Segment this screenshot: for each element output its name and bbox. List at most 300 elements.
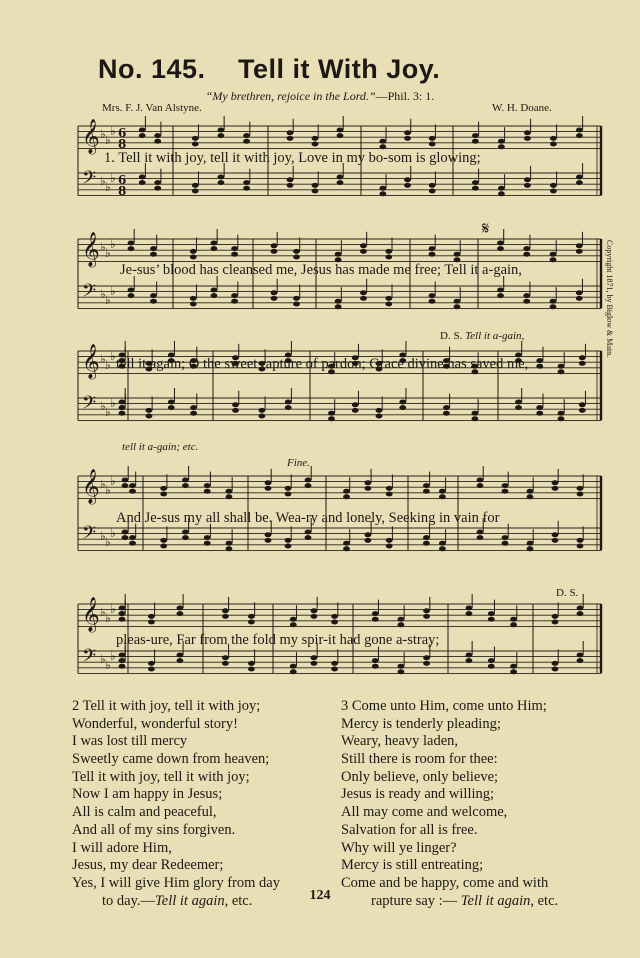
note-head	[122, 478, 129, 483]
verse-line: Yes, I will give Him glory from day	[72, 874, 280, 891]
note-head	[211, 293, 218, 298]
time-signature-icon: 8	[118, 184, 127, 198]
note-head	[243, 186, 250, 191]
note-head	[502, 489, 509, 494]
note-head	[398, 622, 405, 627]
treble-clef-icon: 𝄞	[82, 597, 100, 632]
note-head	[119, 611, 126, 616]
note-head	[222, 661, 229, 666]
note-head	[552, 538, 559, 543]
note-head	[472, 139, 479, 144]
note-head	[550, 252, 557, 257]
note-head	[128, 246, 135, 251]
note-head	[386, 492, 393, 497]
note-head	[182, 535, 189, 540]
note-head	[497, 293, 504, 298]
note-head	[524, 177, 531, 182]
flat-icon: ♭	[100, 352, 106, 366]
note-head	[265, 538, 272, 543]
flat-icon: ♭	[105, 405, 111, 419]
note-head	[372, 611, 379, 616]
bass-clef-icon: 𝄢	[82, 523, 97, 548]
flat-icon: ♭	[100, 174, 106, 188]
note-head	[536, 411, 543, 416]
note-head	[192, 189, 199, 194]
note-head	[576, 290, 583, 295]
note-head	[497, 288, 504, 293]
verse-line: Wonderful, wonderful story!	[72, 715, 238, 732]
note-head	[372, 664, 379, 669]
verse-line: Tell it with joy, tell it with joy;	[72, 768, 250, 785]
note-head	[119, 658, 126, 663]
note-head	[376, 408, 383, 413]
note-head	[404, 130, 411, 135]
note-head	[510, 664, 517, 669]
note-head	[231, 252, 238, 257]
note-head	[372, 617, 379, 622]
note-head	[119, 606, 126, 611]
note-head	[579, 355, 586, 360]
note-head	[510, 669, 517, 674]
note-head	[285, 544, 292, 549]
note-head	[364, 538, 371, 543]
note-head	[168, 405, 175, 410]
bass-clef-icon: 𝄢	[82, 393, 97, 418]
flat-icon: ♭	[110, 526, 116, 540]
copyright-notice: Copyright 1871, by Biglow & Main.	[605, 240, 614, 358]
note-head	[305, 535, 312, 540]
note-head	[443, 411, 450, 416]
note-head	[150, 246, 157, 251]
note-head	[139, 133, 146, 138]
note-head	[552, 667, 559, 672]
note-head	[364, 532, 371, 537]
note-head	[119, 400, 126, 405]
note-head	[454, 299, 461, 304]
bass-clef-icon: 𝄢	[82, 646, 97, 671]
note-head	[379, 139, 386, 144]
flat-icon: ♭	[110, 171, 116, 185]
note-head	[579, 402, 586, 407]
note-head	[128, 293, 135, 298]
note-head	[379, 191, 386, 196]
note-head	[211, 241, 218, 246]
flat-icon: ♭	[110, 602, 116, 616]
note-head	[536, 405, 543, 410]
note-head	[439, 494, 446, 499]
note-head	[129, 535, 136, 540]
note-head	[243, 133, 250, 138]
note-head	[550, 136, 557, 141]
note-head	[150, 252, 157, 257]
flat-icon: ♭	[105, 133, 111, 147]
note-head	[290, 617, 297, 622]
note-head	[204, 535, 211, 540]
flat-icon: ♭	[105, 483, 111, 497]
note-head	[454, 252, 461, 257]
ds-marker-1	[440, 330, 524, 342]
note-head	[558, 364, 565, 369]
note-head	[423, 535, 430, 540]
verse-line: I was lost till mercy	[72, 733, 188, 750]
note-head	[472, 186, 479, 191]
note-head	[232, 402, 239, 407]
note-head	[222, 614, 229, 619]
note-head	[429, 136, 436, 141]
note-head	[386, 486, 393, 491]
note-head	[335, 252, 342, 257]
note-head	[119, 411, 126, 416]
verse-last-tail: , etc.	[224, 892, 253, 909]
note-head	[364, 486, 371, 491]
note-head	[139, 180, 146, 185]
note-head	[360, 296, 367, 301]
note-head	[271, 296, 278, 301]
note-head	[379, 186, 386, 191]
note-head	[399, 400, 406, 405]
note-head	[285, 405, 292, 410]
flat-icon: ♭	[110, 649, 116, 663]
note-head	[150, 299, 157, 304]
note-head	[148, 661, 155, 666]
note-head	[192, 183, 199, 188]
note-head	[311, 608, 318, 613]
flat-icon: ♭	[105, 358, 111, 372]
note-head	[502, 535, 509, 540]
verse-last-tail: , etc.	[530, 892, 559, 909]
verse-line: And all of my sins forgiven.	[72, 821, 236, 838]
note-head	[523, 252, 530, 257]
note-head	[576, 243, 583, 248]
note-head	[129, 541, 136, 546]
note-head	[290, 622, 297, 627]
note-head	[122, 530, 129, 535]
note-head	[558, 369, 565, 374]
flat-icon: ♭	[100, 240, 106, 254]
verse-line: Only believe, only believe;	[341, 768, 499, 785]
note-head	[454, 304, 461, 309]
note-head	[154, 186, 161, 191]
flat-icon: ♭	[100, 127, 106, 141]
note-head	[335, 299, 342, 304]
note-head	[429, 183, 436, 188]
note-head	[360, 249, 367, 254]
note-head	[337, 133, 344, 138]
note-head	[527, 489, 534, 494]
note-head	[119, 405, 126, 410]
note-head	[577, 486, 584, 491]
note-head	[190, 296, 197, 301]
note-head	[398, 664, 405, 669]
verse-line: I will adore Him,	[72, 839, 172, 856]
note-head	[122, 535, 129, 540]
flat-icon: ♭	[100, 652, 106, 666]
note-head	[577, 611, 584, 616]
flat-icon: ♭	[110, 124, 116, 138]
note-head	[376, 414, 383, 419]
note-head	[364, 480, 371, 485]
verse-line: Mercy is still entreating;	[341, 857, 484, 874]
note-head	[502, 541, 509, 546]
note-head	[150, 293, 157, 298]
note-head	[192, 142, 199, 147]
note-head	[577, 653, 584, 658]
note-head	[265, 486, 272, 491]
note-head	[523, 246, 530, 251]
note-head	[372, 658, 379, 663]
note-head	[204, 483, 211, 488]
note-head	[177, 606, 184, 611]
note-head	[119, 664, 126, 669]
ds-lyric-2: tell it a-gain; etc.	[122, 441, 199, 453]
note-head	[204, 489, 211, 494]
note-head	[472, 180, 479, 185]
note-head	[285, 486, 292, 491]
note-head	[360, 290, 367, 295]
note-head	[265, 480, 272, 485]
note-head	[439, 489, 446, 494]
note-head	[536, 364, 543, 369]
flat-icon: ♭	[100, 477, 106, 491]
note-head	[550, 183, 557, 188]
note-head	[160, 486, 167, 491]
verse-line: Come and be happy, come and with	[341, 874, 549, 891]
note-head	[497, 246, 504, 251]
note-head	[472, 133, 479, 138]
note-head	[488, 611, 495, 616]
flat-icon: ♭	[100, 605, 106, 619]
note-head	[331, 667, 338, 672]
verse-line: All is calm and peaceful,	[72, 804, 217, 821]
note-head	[190, 405, 197, 410]
note-head	[515, 400, 522, 405]
note-head	[258, 408, 265, 413]
note-head	[386, 538, 393, 543]
note-head	[119, 617, 126, 622]
treble-clef-icon: 𝄞	[82, 344, 100, 379]
bass-clef-icon: 𝄢	[82, 281, 97, 306]
note-head	[139, 175, 146, 180]
note-head	[129, 489, 136, 494]
verse-line: Still there is room for thee:	[341, 751, 498, 768]
note-head	[466, 658, 473, 663]
verse-2	[72, 698, 280, 910]
note-head	[379, 144, 386, 149]
verse-last-text: rapture say :—	[371, 892, 461, 909]
note-head	[439, 546, 446, 551]
note-head	[550, 299, 557, 304]
note-head	[399, 405, 406, 410]
note-head	[577, 492, 584, 497]
epigraph-quote: “My brethren, rejoice in the Lord.”	[205, 89, 376, 103]
note-head	[248, 661, 255, 666]
note-head	[576, 180, 583, 185]
note-head	[552, 620, 559, 625]
lyric-line-3: tell it again; O the sweet rapture of pardon; Grace divine has saved me,	[116, 356, 529, 372]
note-head	[404, 136, 411, 141]
note-head	[182, 478, 189, 483]
note-head	[386, 544, 393, 549]
flat-icon: ♭	[110, 284, 116, 298]
flat-icon: ♭	[105, 611, 111, 625]
note-head	[337, 180, 344, 185]
note-head	[477, 530, 484, 535]
note-head	[218, 175, 225, 180]
note-head	[552, 486, 559, 491]
note-head	[466, 606, 473, 611]
note-head	[576, 249, 583, 254]
composer-credit: W. H. Doane.	[492, 102, 552, 114]
note-head	[248, 614, 255, 619]
fine-marker: Fine.	[287, 457, 310, 469]
note-head	[343, 489, 350, 494]
verse-line: Weary, heavy laden,	[341, 733, 459, 750]
note-head	[218, 128, 225, 133]
note-head	[577, 606, 584, 611]
note-head	[550, 142, 557, 147]
note-head	[290, 669, 297, 674]
note-head	[477, 478, 484, 483]
note-head	[287, 183, 294, 188]
note-head	[498, 191, 505, 196]
note-head	[293, 296, 300, 301]
note-head	[226, 489, 233, 494]
note-head	[285, 538, 292, 543]
note-head	[552, 480, 559, 485]
note-head	[192, 136, 199, 141]
note-head	[466, 653, 473, 658]
note-head	[232, 408, 239, 413]
lyric-line-2: Je-sus’ blood has cleansed me, Jesus has made me free; Tell it a-gain,	[120, 262, 522, 278]
note-head	[523, 293, 530, 298]
note-head	[423, 655, 430, 660]
note-head	[154, 133, 161, 138]
flat-icon: ♭	[100, 529, 106, 543]
note-head	[177, 653, 184, 658]
note-head	[488, 658, 495, 663]
flat-icon: ♭	[100, 287, 106, 301]
note-head	[385, 249, 392, 254]
note-head	[271, 243, 278, 248]
note-head	[160, 492, 167, 497]
note-head	[552, 661, 559, 666]
note-head	[343, 494, 350, 499]
note-head	[231, 293, 238, 298]
verse-line: All may come and welcome,	[341, 804, 508, 821]
note-head	[258, 414, 265, 419]
note-head	[337, 128, 344, 133]
note-head	[579, 408, 586, 413]
note-head	[515, 405, 522, 410]
note-head	[128, 288, 135, 293]
note-head	[558, 411, 565, 416]
time-signature-icon: 6	[118, 126, 127, 140]
note-head	[293, 302, 300, 307]
verse-line: Jesus is ready and willing;	[341, 786, 495, 803]
note-head	[552, 532, 559, 537]
note-head	[429, 142, 436, 147]
note-head	[231, 246, 238, 251]
note-head	[527, 494, 534, 499]
note-head	[577, 544, 584, 549]
note-head	[498, 144, 505, 149]
note-head	[311, 661, 318, 666]
note-head	[398, 617, 405, 622]
note-head	[423, 489, 430, 494]
note-head	[576, 133, 583, 138]
verse-line: Sweetly came down from heaven;	[72, 751, 270, 768]
ds-marker-2: D. S.	[556, 587, 579, 599]
verse-line: Now I am happy in Jesus;	[72, 786, 223, 803]
note-head	[429, 189, 436, 194]
note-head	[285, 492, 292, 497]
treble-clef-icon: 𝄞	[82, 469, 100, 504]
note-head	[218, 180, 225, 185]
note-head	[477, 483, 484, 488]
note-head	[204, 541, 211, 546]
note-head	[488, 664, 495, 669]
note-head	[160, 544, 167, 549]
note-head	[168, 400, 175, 405]
note-head	[312, 183, 319, 188]
flat-icon: ♭	[110, 474, 116, 488]
note-head	[523, 299, 530, 304]
note-head	[498, 186, 505, 191]
hymn-title: Tell it With Joy.	[238, 54, 441, 84]
note-head	[385, 296, 392, 301]
note-head	[385, 255, 392, 260]
note-head	[577, 538, 584, 543]
note-head	[423, 614, 430, 619]
note-head	[524, 136, 531, 141]
note-head	[352, 408, 359, 413]
note-head	[226, 541, 233, 546]
time-signature-icon: 8	[118, 137, 127, 151]
note-head	[472, 416, 479, 421]
note-head	[182, 483, 189, 488]
note-head	[527, 541, 534, 546]
note-head	[524, 183, 531, 188]
note-head	[498, 139, 505, 144]
note-head	[182, 530, 189, 535]
note-head	[148, 667, 155, 672]
note-head	[190, 255, 197, 260]
refrain-cue: Tell it again	[155, 892, 225, 909]
note-head	[331, 614, 338, 619]
note-head	[243, 180, 250, 185]
note-head	[226, 494, 233, 499]
note-head	[331, 620, 338, 625]
lyric-line-4: And Je-sus my all shall be. Wea-ry and lonely, Seeking in vain for	[116, 510, 500, 526]
note-head	[343, 541, 350, 546]
note-head	[312, 142, 319, 147]
note-head	[423, 483, 430, 488]
lyricist-credit: Mrs. F. J. Van Alstyne.	[102, 102, 202, 114]
note-head	[429, 252, 436, 257]
note-head	[243, 139, 250, 144]
note-head	[337, 175, 344, 180]
note-head	[385, 302, 392, 307]
note-head	[497, 241, 504, 246]
note-head	[222, 608, 229, 613]
note-head	[335, 304, 342, 309]
flat-icon: ♭	[110, 349, 116, 363]
note-head	[423, 661, 430, 666]
verse-line: 3 Come unto Him, come unto Him;	[341, 698, 547, 714]
flat-icon: ♭	[105, 658, 111, 672]
lyric-line-5: pleas-ure, Far from the fold my spir-it had gone a-stray;	[116, 632, 440, 648]
note-head	[231, 299, 238, 304]
